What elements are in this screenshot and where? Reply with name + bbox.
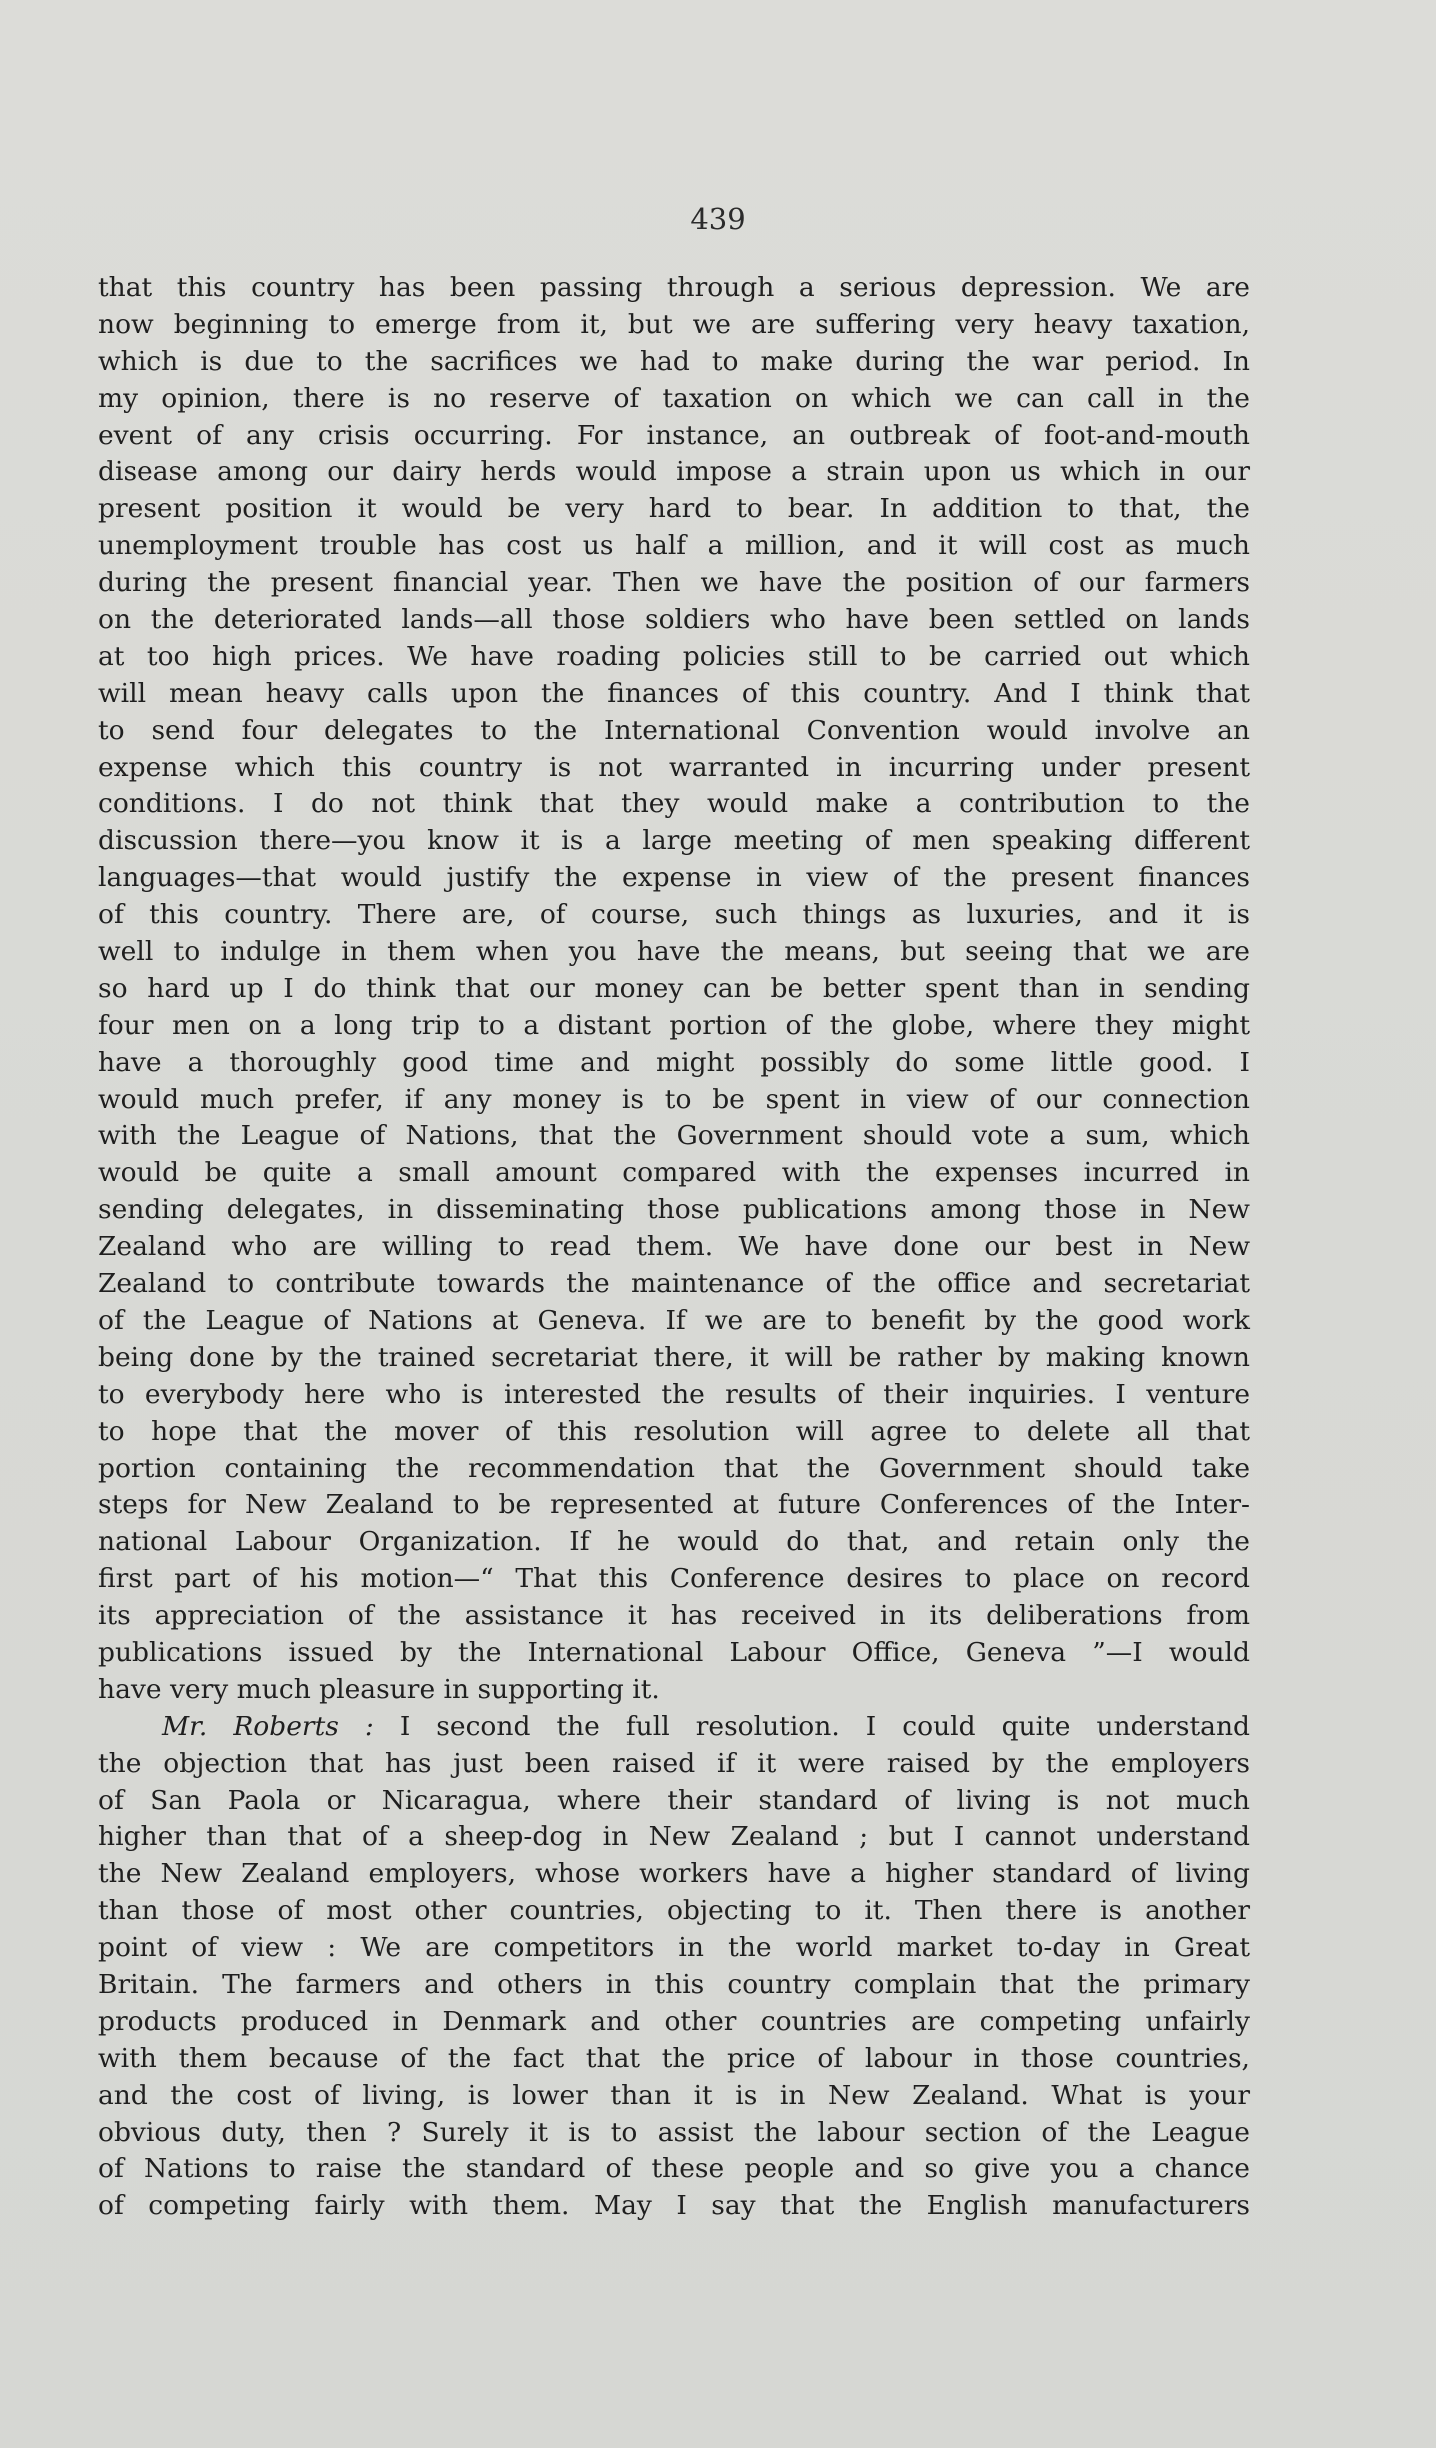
- text-line: with the League of Nations, that the Government should vote a sum, which: [98, 1120, 1250, 1152]
- text-line: disease among our dairy herds would impose a strain upon us which in our: [98, 456, 1250, 488]
- text-line: being done by the trained secretariat there, it will be rather by making known: [98, 1341, 1250, 1373]
- text-line: publications issued by the International Labour Office, Geneva ”—I would: [98, 1636, 1250, 1668]
- text-line: so hard up I do think that our money can be better spent than in sending: [98, 972, 1250, 1004]
- text-line: to send four delegates to the International Convention would involve an: [98, 714, 1250, 746]
- text-line: will mean heavy calls upon the finances of this country. And I think that: [98, 677, 1250, 709]
- text-line: conditions. I do not think that they would make a contribution to the: [98, 788, 1250, 820]
- text-line: event of any crisis occurring. For instance, an outbreak of foot-and-mouth: [98, 419, 1250, 451]
- text-line: four men on a long trip to a distant portion of the globe, where they might: [98, 1009, 1250, 1041]
- text-line: first part of his motion—“ That this Conference desires to place on record: [98, 1563, 1250, 1595]
- text-line: languages—that would justify the expense in view of the present finances: [98, 862, 1250, 894]
- text-line: higher than that of a sheep-dog in New Zealand ; but I cannot understand: [98, 1821, 1250, 1853]
- text-line: unemployment trouble has cost us half a million, and it will cost as much: [98, 530, 1250, 562]
- text-line: would much prefer, if any money is to be spent in view of our connection: [98, 1083, 1250, 1115]
- text-line: than those of most other countries, objecting to it. Then there is another: [98, 1895, 1250, 1927]
- text-line: of San Paola or Nicaragua, where their standard of living is not much: [98, 1784, 1250, 1816]
- text-line: during the present financial year. Then we have the position of our farmers: [98, 567, 1250, 599]
- text-line: on the deteriorated lands—all those soldiers who have been settled on lands: [98, 604, 1250, 636]
- text-line: at too high prices. We have roading policies still to be carried out which: [98, 640, 1250, 672]
- text-line: and the cost of living, is lower than it is in New Zealand. What is your: [98, 2079, 1250, 2111]
- text-line: products produced in Denmark and other countries are competing unfairly: [98, 2005, 1250, 2037]
- text-line: have very much pleasure in supporting it.: [98, 1673, 660, 1705]
- text-line: Zealand who are willing to read them. We have done our best in New: [98, 1231, 1250, 1263]
- text-line: Britain. The farmers and others in this country complain that the primary: [98, 1968, 1250, 2000]
- text-line: discussion there—you know it is a large meeting of men speaking different: [98, 825, 1250, 857]
- text-line: portion containing the recommendation that the Government should take: [98, 1452, 1250, 1484]
- text-line: present position it would be very hard to bear. In addition to that, the: [98, 493, 1250, 525]
- text-line: obvious duty, then ? Surely it is to assist the labour section of the League: [98, 2116, 1250, 2148]
- text-line: the objection that has just been raised if it were raised by the employers: [98, 1747, 1250, 1779]
- text-line: would be quite a small amount compared with the expenses incurred in: [98, 1157, 1250, 1189]
- text-line: of competing fairly with them. May I say that the English manufacturers: [98, 2190, 1250, 2222]
- paragraph-1: [98, 270, 1250, 1709]
- text-line: have a thoroughly good time and might possibly do some little good. I: [98, 1046, 1250, 1078]
- text-line: point of view : We are competitors in the world market to-day in Great: [98, 1932, 1250, 1964]
- paragraph-2: [98, 1709, 1250, 2225]
- text-line: to hope that the mover of this resolution will agree to delete all that: [98, 1415, 1250, 1447]
- body-text: [98, 270, 1250, 2225]
- text-line: sending delegates, in disseminating those publications among those in New: [98, 1194, 1250, 1226]
- text-line: the New Zealand employers, whose workers have a higher standard of living: [98, 1858, 1250, 1890]
- text-line: with them because of the fact that the price of labour in those countries,: [98, 2042, 1250, 2074]
- page-number: 439: [690, 202, 746, 236]
- text-line: expense which this country is not warranted in incurring under present: [98, 751, 1250, 783]
- text-line: to everybody here who is interested the results of their inquiries. I venture: [98, 1378, 1250, 1410]
- text-line: of Nations to raise the standard of these people and so give you a chance: [98, 2153, 1250, 2185]
- text-line: of the League of Nations at Geneva. If we are to benefit by the good work: [98, 1304, 1250, 1336]
- text-line: well to indulge in them when you have the means, but seeing that we are: [98, 936, 1250, 968]
- text-line: national Labour Organization. If he would do that, and retain only the: [98, 1526, 1250, 1558]
- text-line: now beginning to emerge from it, but we are suffering very heavy taxation,: [98, 308, 1250, 340]
- speaker-name: Mr. Roberts :: [162, 1710, 374, 1742]
- text-line: that this country has been passing through a serious depression. We are: [98, 272, 1250, 303]
- speaker-line: [98, 1709, 1250, 1746]
- text-line: Zealand to contribute towards the maintenance of the office and secretariat: [98, 1268, 1250, 1300]
- text-line: which is due to the sacrifices we had to make during the war period. In: [98, 345, 1250, 377]
- text-line: its appreciation of the assistance it has received in its deliberations from: [98, 1600, 1250, 1632]
- text-line: steps for New Zealand to be represented at future Conferences of the Inter-: [98, 1489, 1250, 1521]
- text-line: of this country. There are, of course, such things as luxuries, and it is: [98, 899, 1250, 931]
- text-line: my opinion, there is no reserve of taxation on which we can call in the: [98, 382, 1250, 414]
- speaker-text: I second the full resolution. I could quite understand: [399, 1710, 1250, 1742]
